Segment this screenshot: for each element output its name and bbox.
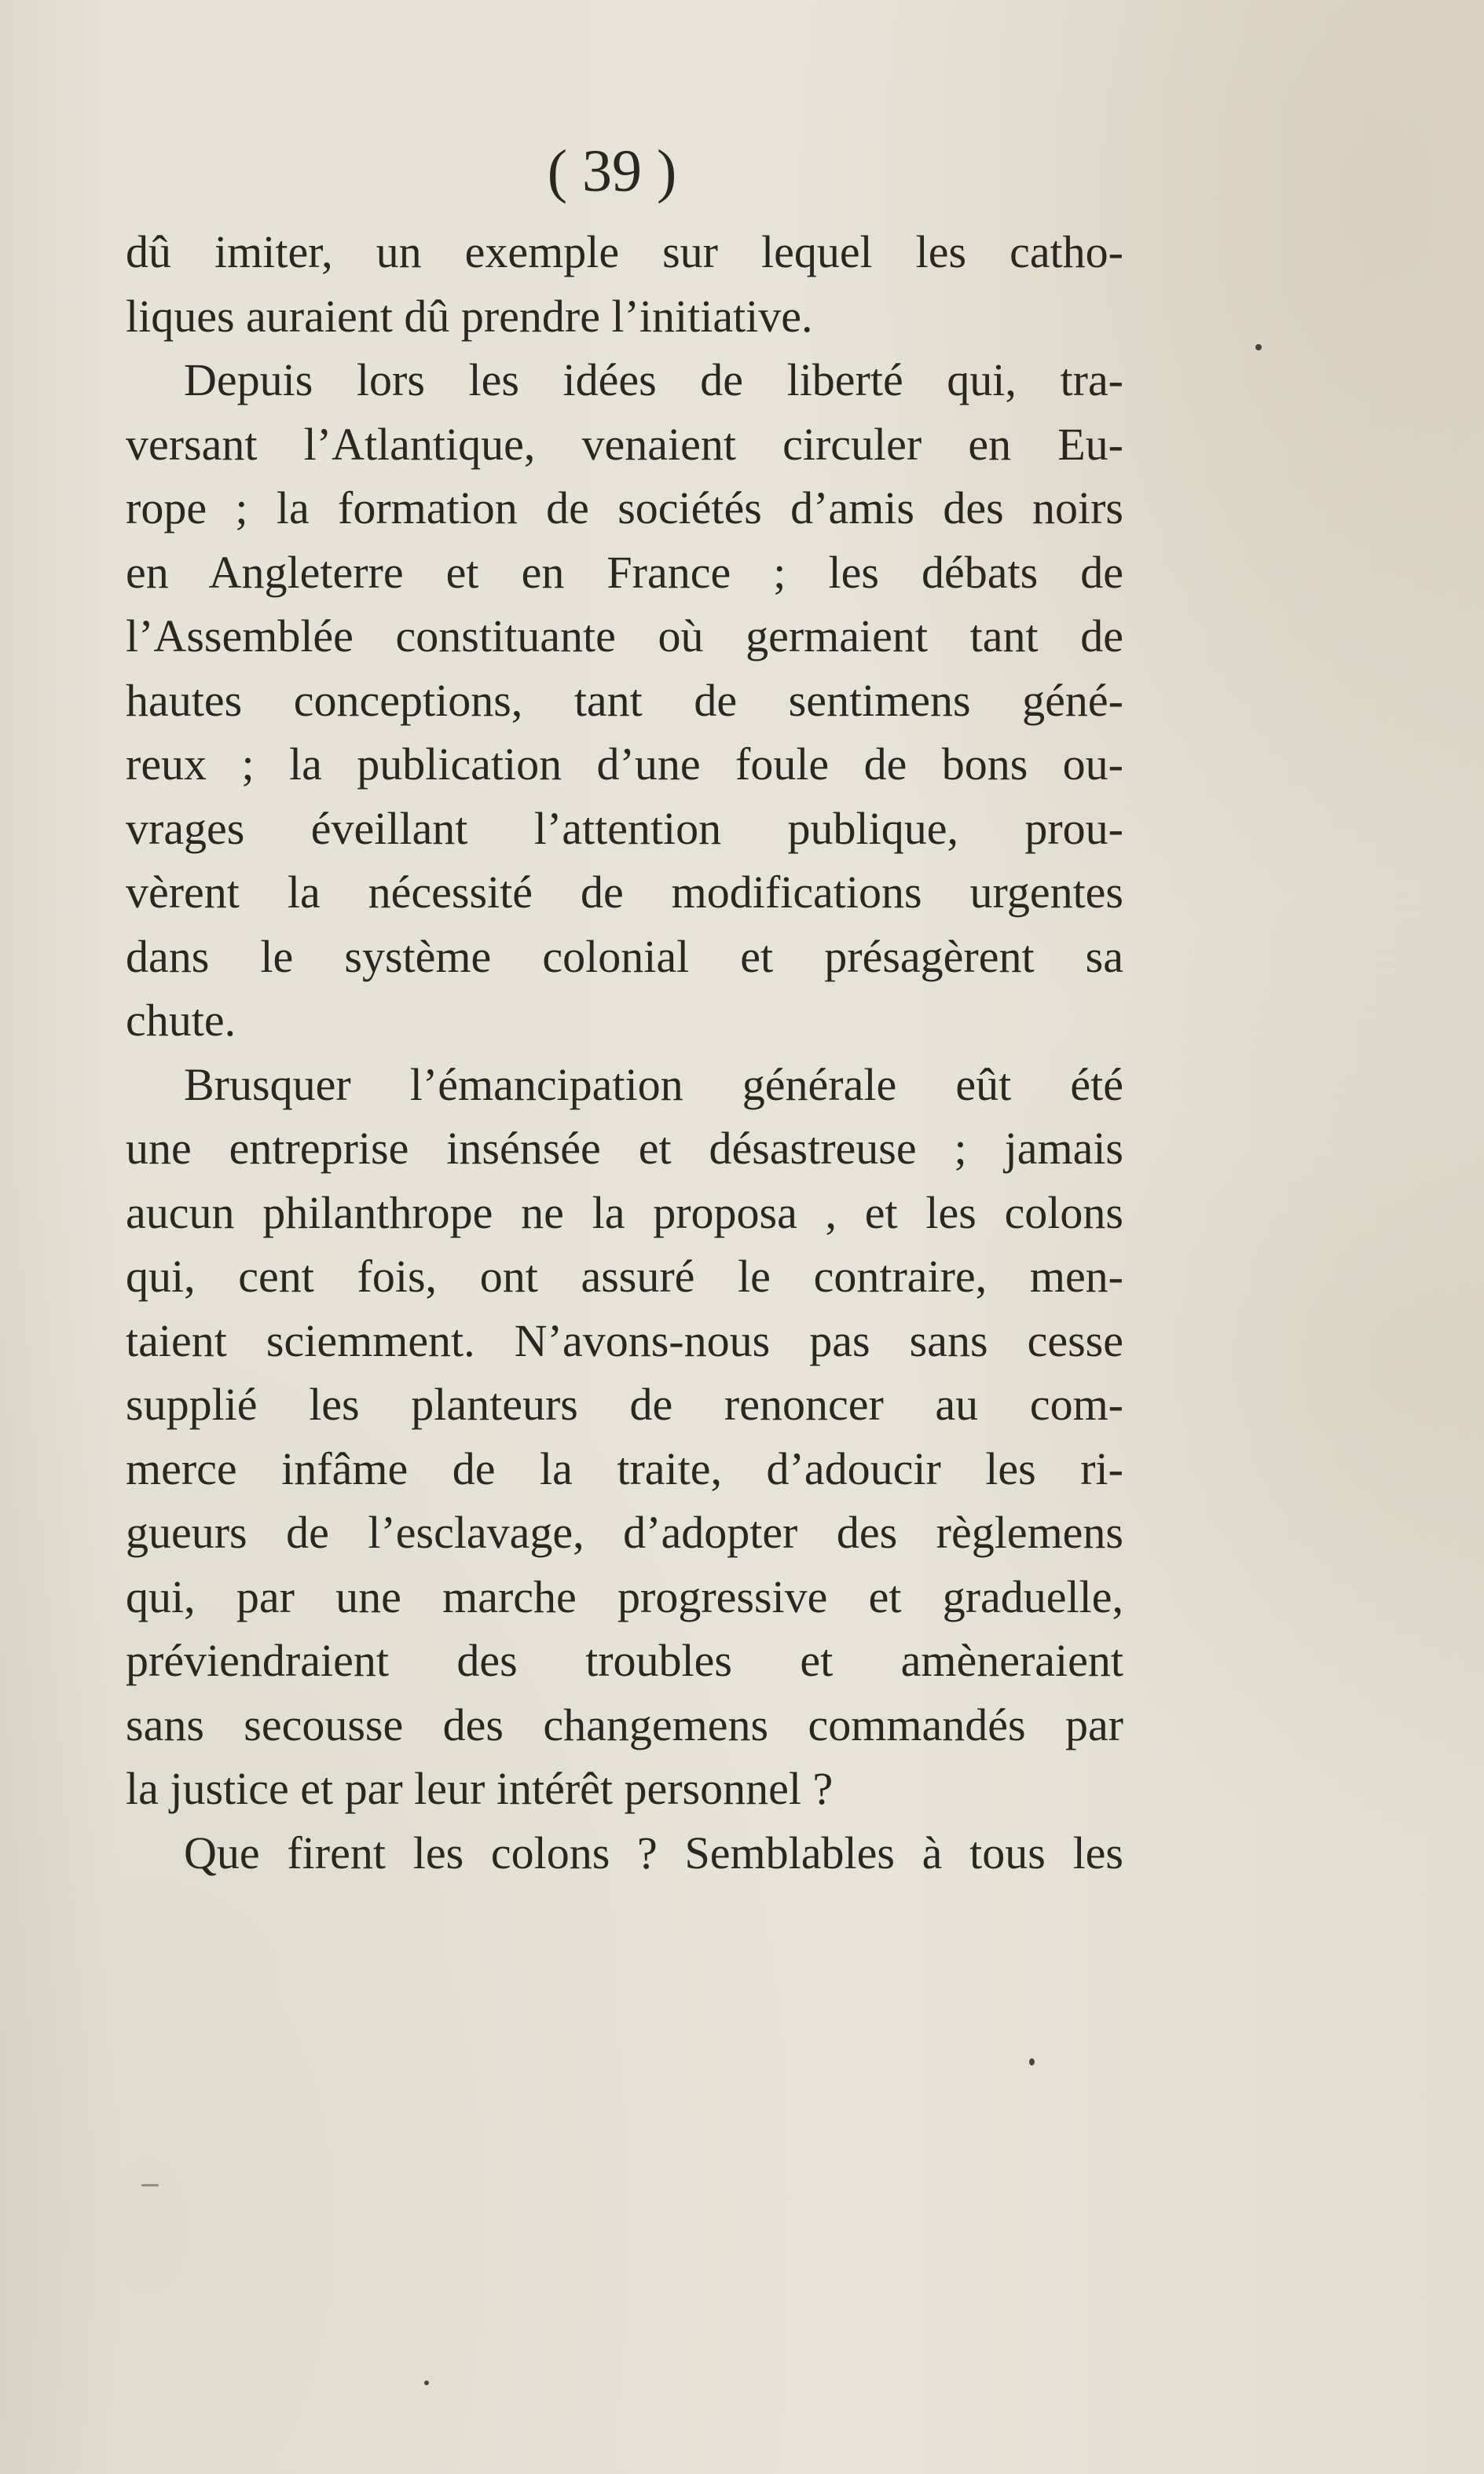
paper-speck [424, 2381, 429, 2385]
text-line: préviendraient des troubles et amèneraient [126, 1635, 1123, 1686]
text-line: Depuis lors les idées de liberté qui, tra- [184, 354, 1123, 405]
text-line: sans secousse des changemens commandés par [126, 1699, 1123, 1750]
paper-speck [1255, 344, 1262, 350]
text-line: vèrent la nécessité de modifications urgentes [126, 867, 1123, 918]
text-line: qui, par une marche progressive et graduelle, [126, 1571, 1123, 1622]
text-line: aucun philanthrope ne la proposa , et les colons [126, 1186, 1123, 1238]
text-line: merce infâme de la traite, d’adoucir les ri- [126, 1442, 1123, 1494]
text-line: hautes conceptions, tant de sentimens géné- [126, 674, 1123, 726]
text-line: chute. [126, 995, 236, 1046]
text-line: la justice et par leur intérêt personnel ? [126, 1763, 834, 1814]
text-line: Brusquer l’émancipation générale eût été [184, 1058, 1123, 1110]
paper-speck [141, 2184, 159, 2186]
text-line: versant l’Atlantique, venaient circuler en Eu- [126, 418, 1123, 470]
text-line: l’Assemblée constituante où germaient tant de [126, 610, 1123, 662]
text-line: vrages éveillant l’attention publique, prou- [126, 802, 1123, 854]
text-line: en Angleterre et en France ; les débats de [126, 546, 1123, 598]
text-line: taient sciemment. N’avons-nous pas sans cesse [126, 1314, 1123, 1366]
text-line: gueurs de l’esclavage, d’adopter des règlemens [126, 1507, 1123, 1558]
page-number: ( 39 ) [547, 138, 677, 204]
text-line: rope ; la formation de sociétés d’amis des noirs [126, 482, 1123, 533]
text-line: Que firent les colons ? Semblables à tous les [184, 1827, 1123, 1878]
text-line: une entreprise insénsée et désastreuse ; jamais [126, 1123, 1123, 1174]
text-line: reux ; la publication d’une foule de bons ou- [126, 739, 1123, 790]
text-line: supplié les planteurs de renoncer au com- [126, 1379, 1123, 1430]
page-body-text [126, 220, 1123, 1885]
text-line: dû imiter, un exemple sur lequel les catho- [126, 226, 1123, 277]
text-line: dans le système colonial et présagèrent sa [126, 930, 1123, 982]
text-line: liques auraient dû prendre l’initiative. [126, 290, 813, 342]
text-line: qui, cent fois, ont assuré le contraire, men- [126, 1251, 1123, 1302]
paper-speck [1029, 2058, 1035, 2065]
